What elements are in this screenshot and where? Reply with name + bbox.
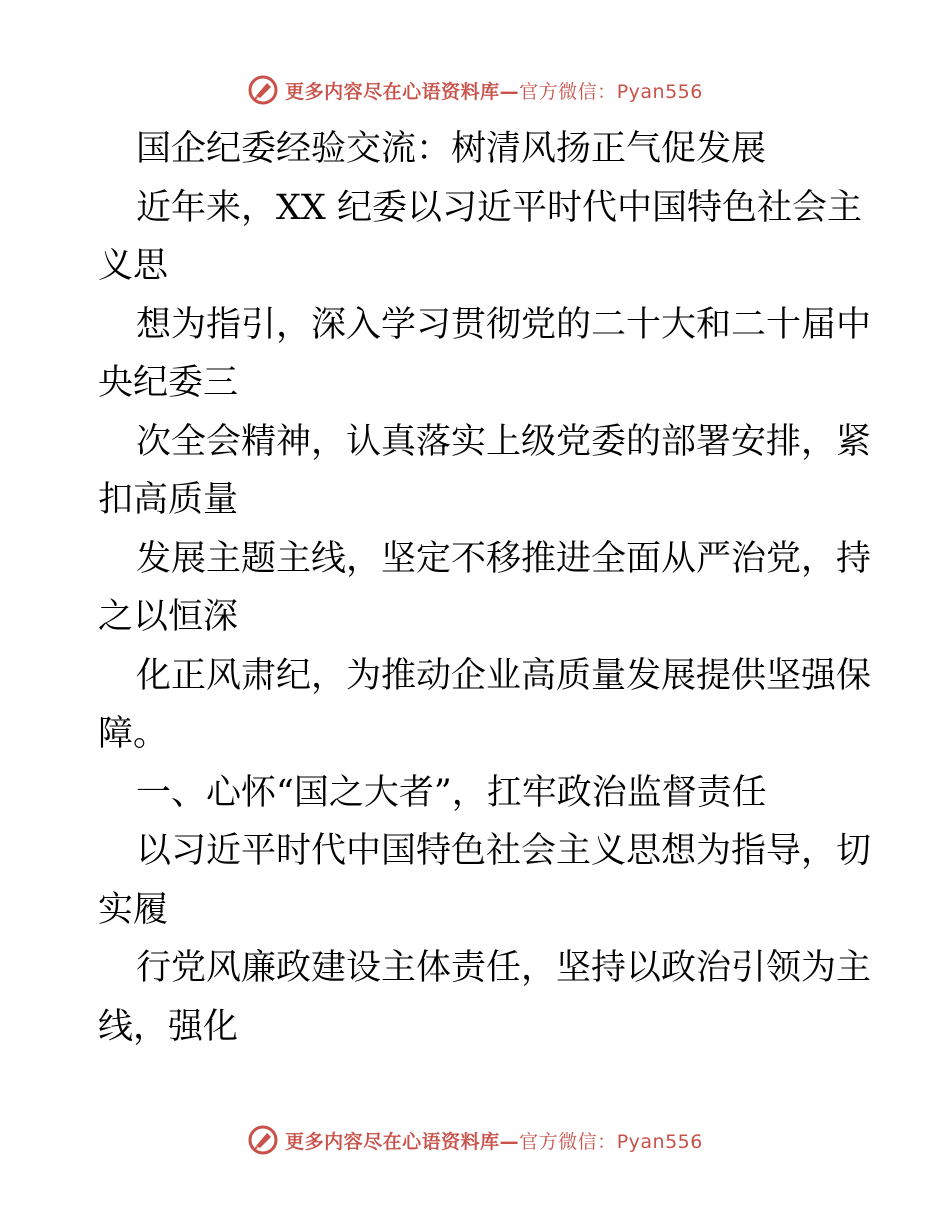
document-title: 国企纪委经验交流：树清风扬正气促发展 bbox=[136, 129, 767, 169]
watermark-brand: 更多内容尽在心语资料库 bbox=[285, 80, 500, 103]
section-heading: 一、心怀“国之大者”，扛牢政治监督责任 bbox=[136, 772, 767, 813]
paragraph-line: 次全会精神，认真落实上级党委的部署安排，紧 bbox=[136, 421, 872, 462]
paragraph-line: 行党风廉政建设主体责任，坚持以政治引领为主 bbox=[136, 948, 872, 988]
watermark-text bbox=[285, 77, 703, 104]
document-body bbox=[98, 120, 872, 1056]
paragraph-line: 障。 bbox=[98, 714, 169, 754]
paragraph-line: 线，强化 bbox=[98, 1006, 239, 1047]
pen-nib-logo-icon bbox=[247, 74, 279, 106]
watermark-wechat-label: 官方微信： bbox=[519, 80, 617, 103]
paragraph-line: 央纪委三 bbox=[98, 363, 239, 403]
watermark-wechat-label: 官方微信： bbox=[519, 1130, 617, 1153]
paragraph-line: 发展主题主线，坚定不移推进全面从严治党，持 bbox=[136, 538, 872, 579]
watermark-dash: — bbox=[499, 80, 520, 103]
watermark-text bbox=[285, 1127, 703, 1154]
paragraph-line: 扣高质量 bbox=[98, 480, 239, 520]
header-watermark bbox=[0, 70, 950, 110]
paragraph-line: 以习近平时代中国特色社会主义思想为指导，切 bbox=[136, 831, 872, 871]
watermark-brand: 更多内容尽在心语资料库 bbox=[285, 1130, 500, 1153]
paragraph-line: 近年来，XX 纪委以习近平时代中国特色社会主 bbox=[136, 187, 862, 228]
paragraph-line: 之以恒深 bbox=[98, 597, 239, 637]
watermark-dash: — bbox=[499, 1130, 520, 1153]
pen-nib-logo-icon bbox=[247, 1124, 279, 1156]
paragraph-line: 想为指引，深入学习贯彻党的二十大和二十届中 bbox=[136, 304, 872, 345]
watermark-wechat-id: Pyan556 bbox=[616, 80, 703, 103]
paragraph-line: 义思 bbox=[98, 246, 169, 286]
footer-watermark bbox=[0, 1120, 950, 1160]
watermark-wechat-id: Pyan556 bbox=[616, 1130, 703, 1153]
paragraph-line: 实履 bbox=[98, 889, 169, 930]
paragraph-line: 化正风肃纪，为推动企业高质量发展提供坚强保 bbox=[136, 655, 872, 696]
